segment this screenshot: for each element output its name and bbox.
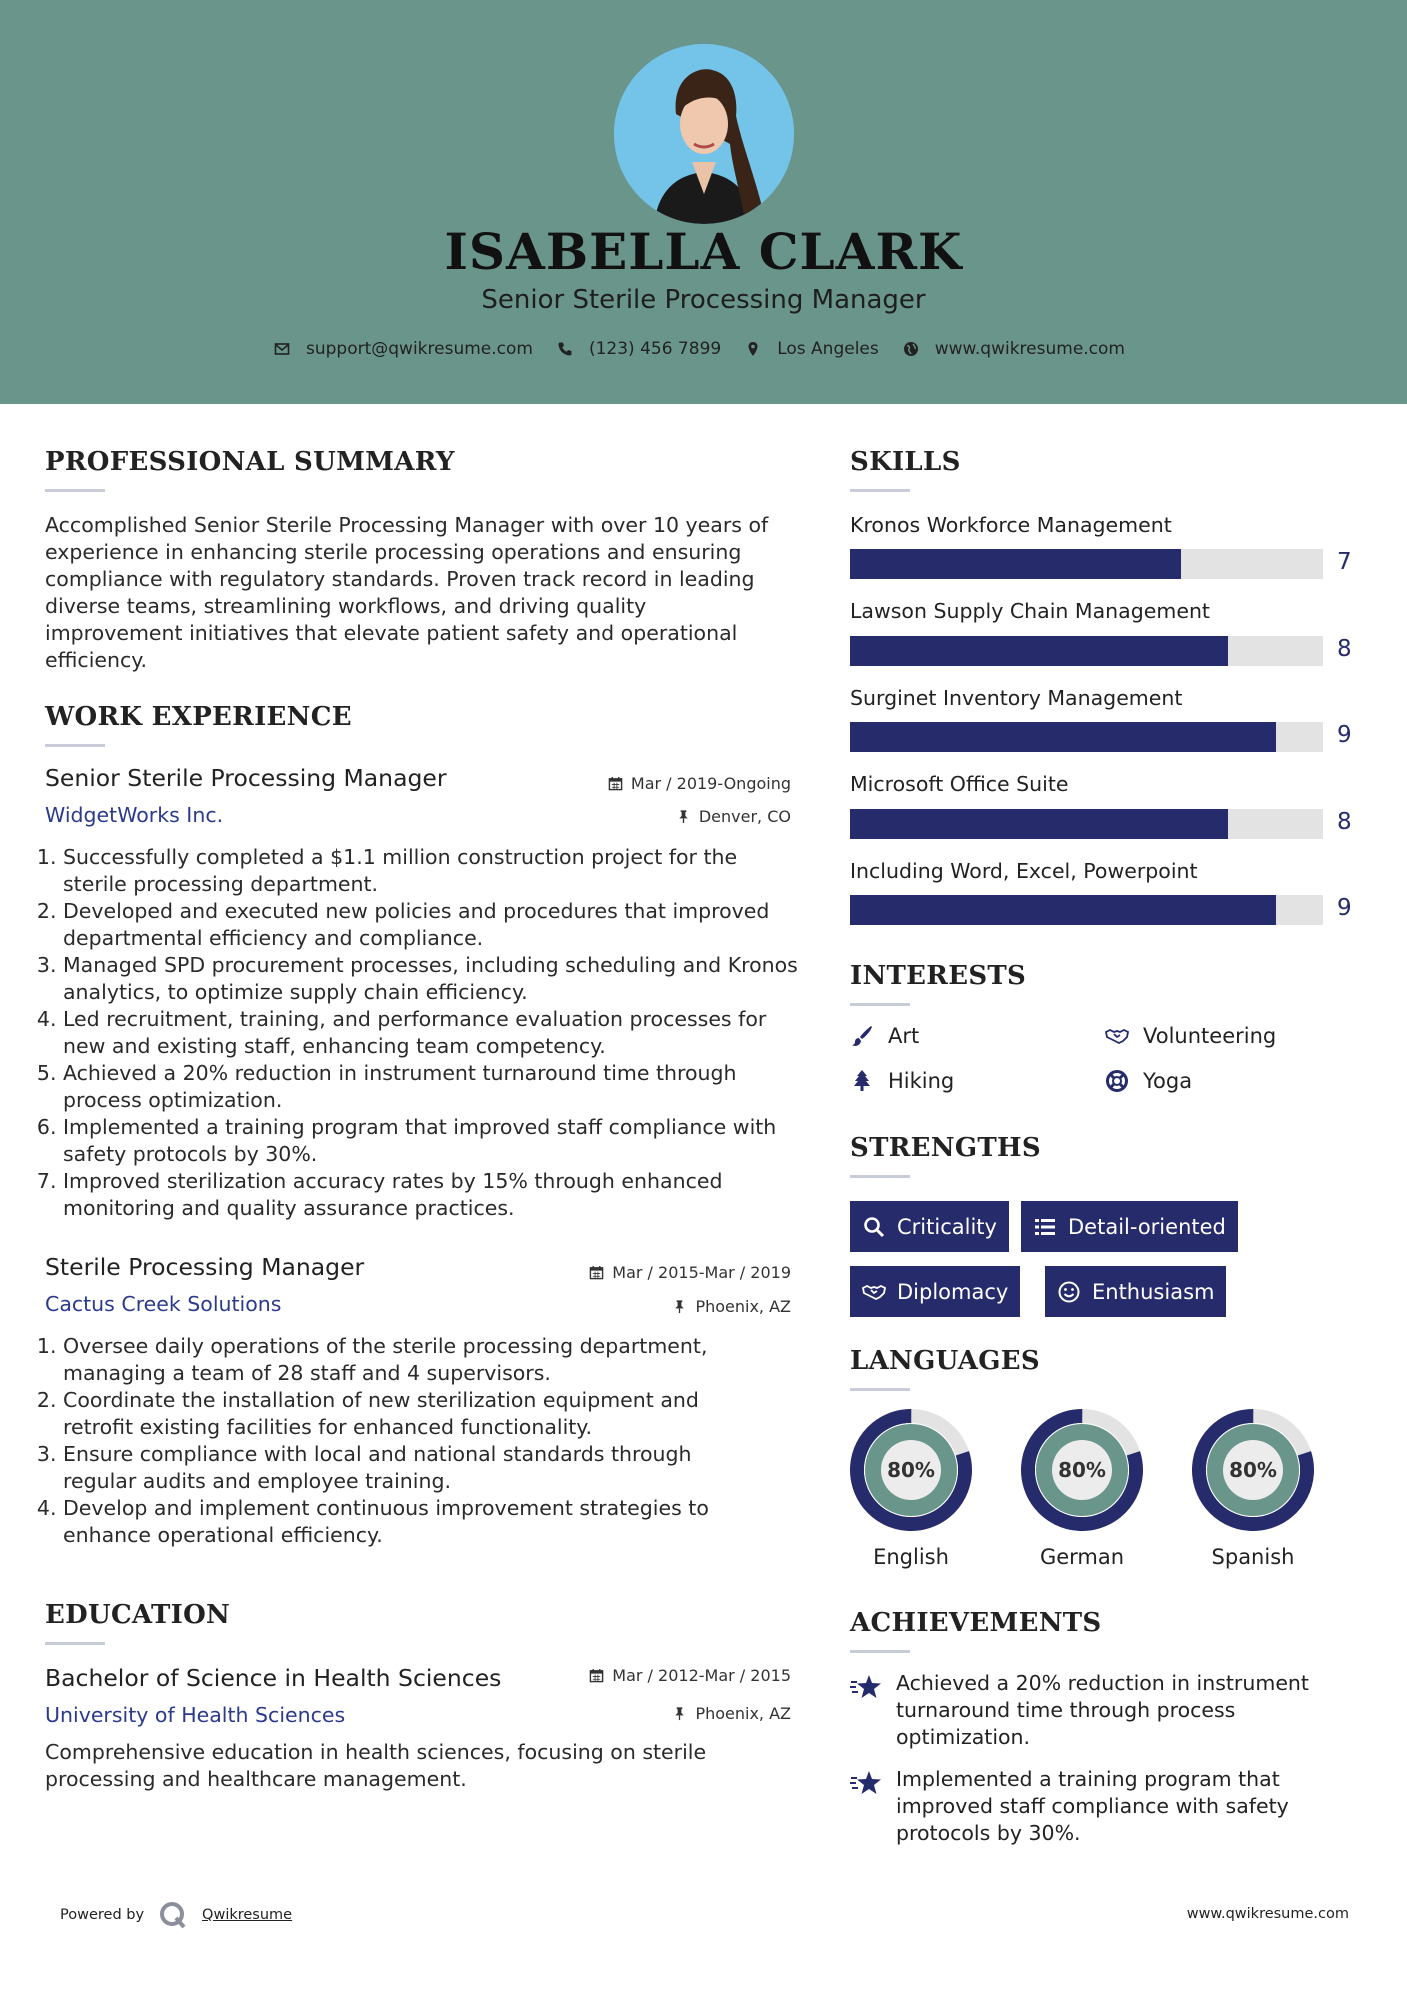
footer-website[interactable]: www.qwikresume.com xyxy=(1186,1906,1349,1922)
language-gauge xyxy=(1192,1409,1314,1535)
star-icon xyxy=(850,1673,882,1701)
calendar-icon xyxy=(608,776,623,791)
strength-label: Criticality xyxy=(897,1214,997,1239)
job-dates xyxy=(551,1263,791,1282)
calendar-icon xyxy=(589,1265,604,1280)
powered-by-label: Powered by xyxy=(60,1907,145,1923)
list-item: 5. Achieved a 20% reduction in instrument turnaround time through process optimization. xyxy=(63,1060,800,1114)
calendar-icon xyxy=(589,1668,604,1683)
strength-label: Enthusiasm xyxy=(1092,1279,1215,1304)
language-name: German xyxy=(1039,1545,1125,1569)
skill-bar-fill xyxy=(850,809,1228,839)
achievement-item xyxy=(850,1670,1310,1751)
job-title: Sterile Processing Manager xyxy=(45,1253,365,1281)
experience-heading: WORK EXPERIENCE xyxy=(45,702,352,747)
pushpin-icon xyxy=(676,809,691,824)
language-gauge xyxy=(1021,1409,1143,1535)
qwikresume-logo-icon xyxy=(158,1900,188,1930)
strength-tag xyxy=(850,1201,1009,1252)
job-achievements-list xyxy=(45,844,800,1222)
skill-bar xyxy=(850,549,1323,579)
language-percent: 80% xyxy=(887,1458,935,1482)
strength-tag xyxy=(1021,1201,1238,1252)
candidate-name: ISABELLA CLARK xyxy=(444,222,963,281)
skill-value: 8 xyxy=(1337,809,1352,835)
education-heading: EDUCATION xyxy=(45,1600,230,1645)
list-item: 7. Improved sterilization accuracy rates by 15% through enhanced monitoring and quality assurance practices. xyxy=(63,1168,800,1222)
language-percent: 80% xyxy=(1229,1458,1277,1482)
education-description: Comprehensive education in health sciences, focusing on sterile processing and healthcare management. xyxy=(45,1740,707,1791)
list-item: 1. Successfully completed a $1.1 million construction project for the sterile processing department. xyxy=(63,844,800,898)
skill-name: Surginet Inventory Management xyxy=(850,686,1183,710)
location-text: Los Angeles xyxy=(777,339,879,359)
tree-icon xyxy=(850,1069,874,1093)
map-pin-icon xyxy=(745,341,761,357)
list-item: 4. Develop and implement continuous improvement strategies to enhance operational efficiency. xyxy=(63,1495,765,1549)
achievement-text: Achieved a 20% reduction in instrument turnaround time through process optimization. xyxy=(896,1671,1309,1749)
contact-email[interactable] xyxy=(274,339,533,359)
search-icon xyxy=(862,1215,886,1239)
summary-text: Accomplished Senior Sterile Processing Manager with over 10 years of experience in enhancing sterile processing operations and ensuring compliance with regulatory standards. Proven track record in leading diverse teams, streamlining workflows, and driving quality improvement initiatives that elevate patient safety and operational efficiency. xyxy=(45,513,769,672)
interest-label: Volunteering xyxy=(1143,1024,1277,1048)
skill-name: Lawson Supply Chain Management xyxy=(850,599,1210,623)
contact-website[interactable] xyxy=(903,339,1125,359)
strengths-heading: STRENGTHS xyxy=(850,1133,1041,1178)
job-location xyxy=(551,807,791,826)
company-name: Cactus Creek Solutions xyxy=(45,1292,282,1316)
strength-label: Detail-oriented xyxy=(1068,1214,1226,1239)
resume-header xyxy=(0,0,1407,404)
school-name: University of Health Sciences xyxy=(45,1703,346,1727)
paintbrush-icon xyxy=(850,1024,874,1048)
skill-bar xyxy=(850,809,1323,839)
skill-name: Microsoft Office Suite xyxy=(850,772,1069,796)
education-dates-text: Mar / 2012-Mar / 2015 xyxy=(612,1666,791,1685)
list-item: 3. Managed SPD procurement processes, including scheduling and Kronos analytics, to optimize supply chain efficiency. xyxy=(63,952,800,1006)
language-name: English xyxy=(873,1545,949,1569)
strength-label: Diplomacy xyxy=(897,1279,1009,1304)
brand-link[interactable]: Qwikresume xyxy=(202,1907,293,1923)
interest-item xyxy=(850,1024,919,1048)
achievement-item xyxy=(850,1766,1310,1847)
lifering-icon xyxy=(1105,1069,1129,1093)
skill-bar-fill xyxy=(850,636,1228,666)
list-item: 4. Led recruitment, training, and performance evaluation processes for new and existing staff, enhancing team competency. xyxy=(63,1006,800,1060)
contact-location xyxy=(745,339,879,359)
skill-value: 9 xyxy=(1337,722,1352,748)
handshake-icon xyxy=(862,1280,886,1304)
list-item: 1. Oversee daily operations of the sterile processing department, managing a team of 28 staff and 4 supervisors. xyxy=(63,1333,765,1387)
skill-bar xyxy=(850,895,1323,925)
achievements-heading: ACHIEVEMENTS xyxy=(850,1608,1102,1653)
job-title: Senior Sterile Processing Manager xyxy=(45,764,447,792)
envelope-icon xyxy=(274,341,290,357)
skill-bar-fill xyxy=(850,549,1181,579)
summary-heading: PROFESSIONAL SUMMARY xyxy=(45,447,455,492)
interest-item xyxy=(850,1069,954,1093)
contact-bar xyxy=(0,339,1407,359)
job-location-text: Phoenix, AZ xyxy=(695,1297,791,1316)
language-gauge xyxy=(850,1409,972,1535)
skill-name: Kronos Workforce Management xyxy=(850,513,1172,537)
languages-heading: LANGUAGES xyxy=(850,1346,1040,1391)
list-icon xyxy=(1033,1215,1057,1239)
pushpin-icon xyxy=(672,1706,687,1721)
language-name: Spanish xyxy=(1211,1545,1295,1569)
skill-bar xyxy=(850,636,1323,666)
job-location xyxy=(551,1297,791,1316)
education-location-text: Phoenix, AZ xyxy=(695,1704,791,1723)
contact-phone[interactable] xyxy=(557,339,721,359)
strength-tag xyxy=(1045,1266,1226,1317)
interest-label: Art xyxy=(888,1024,920,1048)
job-dates xyxy=(551,774,791,793)
globe-icon xyxy=(903,341,919,357)
interest-label: Yoga xyxy=(1143,1069,1193,1093)
list-item: 3. Ensure compliance with local and national standards through regular audits and employee training. xyxy=(63,1441,765,1495)
pushpin-icon xyxy=(672,1299,687,1314)
skill-value: 8 xyxy=(1337,636,1352,662)
interests-heading: INTERESTS xyxy=(850,961,1026,1006)
website-text: www.qwikresume.com xyxy=(934,339,1125,359)
interest-item xyxy=(1105,1069,1192,1093)
company-name: WidgetWorks Inc. xyxy=(45,803,224,827)
achievement-text: Implemented a training program that improved staff compliance with safety protocols by 30%. xyxy=(896,1767,1289,1845)
skill-bar xyxy=(850,722,1323,752)
footer-branding xyxy=(60,1900,292,1930)
star-icon xyxy=(850,1769,882,1797)
phone-text: (123) 456 7899 xyxy=(588,339,722,359)
list-item: 6. Implemented a training program that improved staff compliance with safety protocols by 30%. xyxy=(63,1114,800,1168)
language-percent: 80% xyxy=(1058,1458,1106,1482)
skill-name: Including Word, Excel, Powerpoint xyxy=(850,859,1198,883)
skills-heading: SKILLS xyxy=(850,447,961,492)
profile-photo xyxy=(614,44,794,224)
job-dates-text: Mar / 2015-Mar / 2019 xyxy=(612,1263,791,1282)
interest-item xyxy=(1105,1024,1276,1048)
interest-label: Hiking xyxy=(888,1069,955,1093)
list-item: 2. Developed and executed new policies and procedures that improved departmental efficiency and compliance. xyxy=(63,898,800,952)
phone-icon xyxy=(557,341,573,357)
degree-title: Bachelor of Science in Health Sciences xyxy=(45,1664,502,1692)
candidate-title: Senior Sterile Processing Manager xyxy=(481,285,926,315)
education-dates xyxy=(551,1666,791,1685)
skill-bar-fill xyxy=(850,895,1276,925)
handshake-icon xyxy=(1105,1024,1129,1048)
education-location xyxy=(551,1704,791,1723)
email-text: support@qwikresume.com xyxy=(306,339,533,359)
skill-bar-fill xyxy=(850,722,1276,752)
skill-value: 7 xyxy=(1337,549,1352,575)
skill-value: 9 xyxy=(1337,895,1352,921)
job-achievements-list xyxy=(45,1333,765,1549)
job-location-text: Denver, CO xyxy=(698,807,791,826)
list-item: 2. Coordinate the installation of new sterilization equipment and retrofit existing facilities for enhanced functionality. xyxy=(63,1387,765,1441)
job-dates-text: Mar / 2019-Ongoing xyxy=(630,774,791,793)
smile-icon xyxy=(1057,1280,1081,1304)
strength-tag xyxy=(850,1266,1020,1317)
